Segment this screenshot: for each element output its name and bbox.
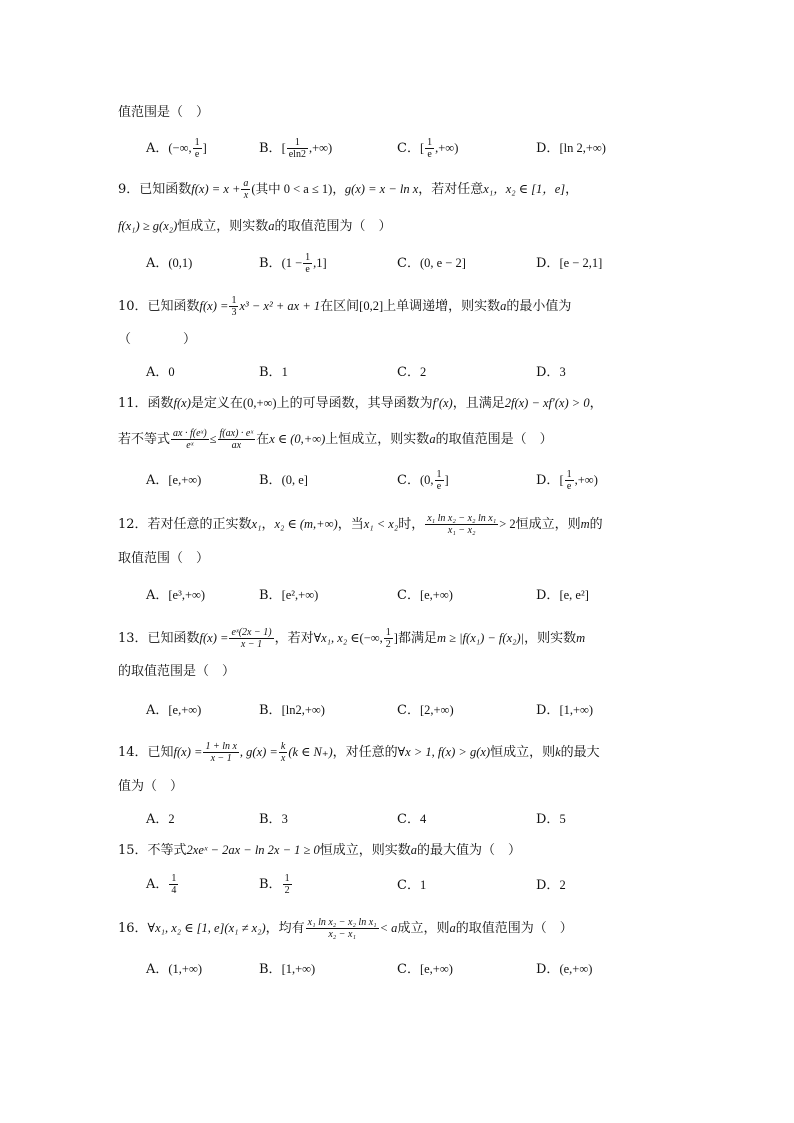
q11-option-d[interactable]: D．[ $\frac{1}{e}$ ,+∞) bbox=[536, 469, 598, 492]
q16-option-c[interactable]: C．[e,+∞) bbox=[397, 962, 453, 977]
q12-options bbox=[146, 583, 646, 607]
q15-option-a[interactable]: A． $\frac{1}{4}$ bbox=[146, 873, 177, 896]
q12-option-b[interactable]: B．[e²,+∞) bbox=[259, 588, 319, 603]
q13-option-c[interactable]: C．[2,+∞) bbox=[397, 703, 454, 718]
q15-option-b[interactable]: B． $\frac{1}{2}$ bbox=[259, 873, 290, 896]
q12-option-d[interactable]: D．[e, e²] bbox=[536, 588, 589, 603]
q15-option-d[interactable]: D．2 bbox=[536, 878, 566, 893]
q10-option-d[interactable]: D．3 bbox=[536, 365, 566, 380]
q13-option-b[interactable]: B．[ln2,+∞) bbox=[259, 703, 325, 718]
q15-options bbox=[146, 873, 646, 897]
q8-option-d[interactable]: D．[ln 2,+∞) bbox=[536, 141, 606, 156]
q10-stem: 10．已知函数f(x) = $\frac{1}{3}$ x³ − x² + ax + 1在区间[0,2]上单调递增，则实数a的最小值为 bbox=[118, 295, 572, 318]
q8-text: 值范围是（ ） bbox=[118, 105, 210, 120]
q9-options bbox=[146, 251, 646, 275]
q11-option-a[interactable]: A．[e,+∞) bbox=[146, 473, 202, 488]
q12-stem-line2: 取值范围（ ） bbox=[118, 551, 210, 566]
q16-option-a[interactable]: A．(1,+∞) bbox=[146, 962, 203, 977]
q16-option-b[interactable]: B．[1,+∞) bbox=[259, 962, 316, 977]
q14-option-d[interactable]: D．5 bbox=[536, 812, 566, 827]
q16-options bbox=[146, 957, 646, 981]
q11-options bbox=[146, 468, 646, 492]
q14-option-c[interactable]: C．4 bbox=[397, 812, 427, 827]
q13-stem: 13．已知函数f(x) = $\frac{\text{eˣ(2x − 1)}}{x - 1}$ ，若对∀x₁, x₂ ∈(−∞, $\frac{1}{2}$ ]都满足m ≥ |f(x₁) − f(x₂)|，则实数m bbox=[118, 627, 586, 650]
q9-stem-line2: f(x₁) ≥ g(x₂)恒成立，则实数a的取值范围为（ ） bbox=[118, 219, 392, 234]
q10-option-a[interactable]: A．0 bbox=[146, 365, 175, 380]
q15-stem: 15．不等式2xeˣ − 2ax − ln 2x − 1 ≥ 0恒成立，则实数a的最大值为（ ） bbox=[118, 843, 522, 858]
q14-stem: 14．已知f(x) = $\frac{\text{1 + ln x}}{x - 1}$ , g(x) = $\frac{k}{x}$ (k ∈ N₊)，对任意的∀x > 1, f(x) > g(x)恒成立，则k的最大 bbox=[118, 741, 600, 764]
q12-stem: 12．若对任意的正实数x₁，x₂ ∈ (m,+∞)，当x₁ < x₂时， $\frac{\text{x₁ ln x₂ − x₂ ln x₁}}{\text{x₁ − x₂}}$ > 2恒成立，则m的 bbox=[118, 513, 603, 536]
q13-stem-line2: 的取值范围是（ ） bbox=[118, 664, 236, 679]
q11-option-c[interactable]: C．(0, $\frac{1}{e}$ ] bbox=[397, 469, 449, 492]
q8-continuation bbox=[118, 103, 209, 123]
q9-option-b[interactable]: B．(1 − $\frac{1}{e}$ ,1] bbox=[259, 252, 327, 275]
q12-option-a[interactable]: A．[e³,+∞) bbox=[146, 588, 206, 603]
q13-option-d[interactable]: D．[1,+∞) bbox=[536, 703, 594, 718]
q10-option-c[interactable]: C．2 bbox=[397, 365, 427, 380]
q14-option-b[interactable]: B．3 bbox=[259, 812, 288, 827]
q13-options bbox=[146, 698, 646, 722]
q11-stem: 11．函数f(x)是定义在(0,+∞)上的可导函数，其导函数为f′(x)，且满足2f(x) − xf′(x) > 0， bbox=[118, 396, 603, 411]
q9-option-c[interactable]: C．(0, e − 2] bbox=[397, 256, 466, 271]
q16-option-d[interactable]: D．(e,+∞) bbox=[536, 962, 593, 977]
q12-option-c[interactable]: C．[e,+∞) bbox=[397, 588, 453, 603]
q10-options bbox=[146, 360, 646, 384]
q9-stem: 9．已知函数f(x) = x + $\frac{a}{x}$ (其中 0 < a ≤ 1)，g(x) = x − ln x，若对任意x₁，x₂ ∈ [1，e]， bbox=[118, 178, 579, 201]
q14-options bbox=[146, 807, 646, 831]
q8-option-b[interactable]: B．[ $\frac{1}{eln2}$ ,+∞) bbox=[259, 137, 333, 160]
q10-option-b[interactable]: B．1 bbox=[259, 365, 288, 380]
q9-option-a[interactable]: A．(0,1) bbox=[146, 256, 193, 271]
q8-options bbox=[146, 136, 646, 160]
q15-option-c[interactable]: C．1 bbox=[397, 878, 427, 893]
q14-option-a[interactable]: A．2 bbox=[146, 812, 175, 827]
q8-option-a[interactable]: A．(−∞, $\frac{1}{e}$ ] bbox=[146, 137, 207, 160]
q9-option-d[interactable]: D．[e − 2,1] bbox=[536, 256, 603, 271]
q10-stem-line2: （ ） bbox=[118, 332, 197, 347]
q16-stem: 16．∀x₁, x₂ ∈ [1, e](x₁ ≠ x₂)，均有 $\frac{\text{x₁ ln x₂ − x₂ ln x₁}}{\text{x₂ − x₁}}$ < a成立，则a的取值范围为（ ） bbox=[118, 917, 573, 940]
q13-option-a[interactable]: A．[e,+∞) bbox=[146, 703, 202, 718]
q11-stem-line2: 若不等式 $\frac{\text{ax · f(eˣ)}}{\text{eˣ}}$ ≤ $\frac{\text{f(ax) · eˣ}}{ax}$ 在x ∈ (0,+∞)上恒成立，则实数a的取值范围是（ ） bbox=[118, 428, 553, 451]
q14-stem-line2: 值为（ ） bbox=[118, 779, 184, 794]
q11-option-b[interactable]: B．(0, e] bbox=[259, 473, 308, 488]
q8-option-c[interactable]: C．[ $\frac{1}{e}$ ,+∞) bbox=[397, 137, 459, 160]
